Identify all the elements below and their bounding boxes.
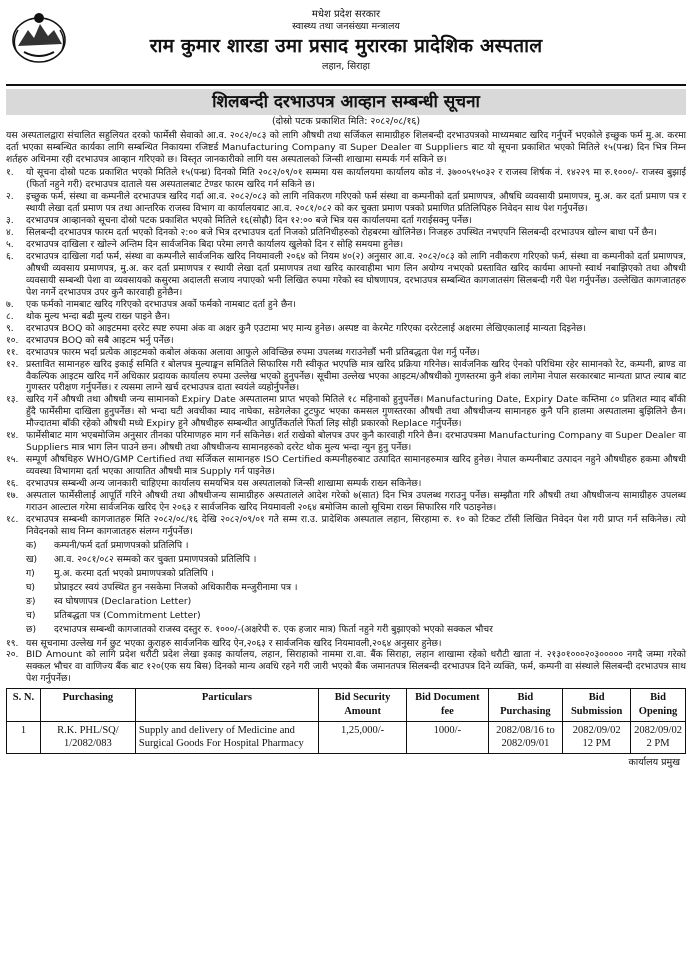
condition-number: ४. (6, 227, 14, 239)
table-cell: 1 (7, 721, 41, 753)
table-cell: Supply and delivery of Medicine and Surgical Goods For Hospital Pharmacy (135, 721, 318, 753)
bid-column-header: Bid Submission (563, 689, 631, 721)
condition-number: १७. (6, 490, 19, 502)
condition-number: १६. (6, 478, 19, 490)
document-text: मु.अ. करमा दर्ता भएको प्रमाणपत्रको प्रतिलिपि । (54, 567, 215, 579)
document-label: घ) (26, 581, 36, 593)
condition-number: १५. (6, 454, 19, 466)
document-item (26, 568, 686, 580)
condition-number: १८. (6, 513, 19, 525)
notice-intro: यस अस्पतालद्वारा संचालित सहुलियत दरको फार्मेसी सेवाको आ.व. २०८२/०८३ को लागि औषधी तथा सर्जिकल सामाग्रीहरु शिलबन्दी दरभाउपत्रको माध्यमबाट खरिद गर्नुपर्ने भएकोले इच्छुक फर्म मु.अ. करमा दर्ता भएका सम्बन्धित कार्यका लागि सम्बन्धित निकायमा रजिष्टर्ड Manufacturing Company वा Super Dealer वा Suppliers बाट यो सूचना प्रकाशित भएको मितिले १५(पन्ध्र) दिन भित्र निम्न शर्तहरु अधिनमा रही दरभाउपत्र आव्हान गरिएको छ। विस्तृत जानकारीको लागि यस अस्पतालको जिन्सी शाखामा सम्पर्क गर्न सकिने छ। (6, 130, 686, 166)
table-cell: 1000/- (407, 721, 488, 753)
condition-text: प्रस्तावित सामानहरु खरिद इकाई समिति र बोलपत्र मुल्याङ्कन समितिले सिफारिस गरी स्वीकृत भएपछि मात्र खरिद प्रक्रिया गरिनेछ। सार्वजनिक खरिद ऐनको परिधिमा रहेर सामानको रेट, कम्पनी, ब्राण्ड वा वैकल्पिक आइटम खरिद गर्ने अधिकार प्रदायक कार्यालय रुपमा उल्लेख भएको हुनुपर्नेछ। सूचीमा उल्लेख भएका आइटम/औषधीको गुणस्तरमा कुनै शंका लागेमा नेपाल सरकारबाट मान्यता प्राप्त ल्याब बाट गुणस्तर परीक्षण गर्नुपर्नेछ। र त्यसमा लाग्ने खर्च दरभाउपत्र दाता स्वयंले व्यहोर्नुपर्नेछ। (26, 358, 686, 394)
condition-item (6, 251, 686, 299)
table-row (7, 721, 686, 753)
document-label: छ) (26, 623, 37, 635)
document-item (26, 610, 686, 622)
document-item (26, 582, 686, 594)
condition-item (6, 299, 686, 311)
condition-text: दरभाउपत्र सम्बन्धी अन्य जानकारी चाहिएमा कार्यालय समयभित्र यस अस्पतालको जिन्सी शाखामा सम्पर्क राख्न सकिनेछ। (26, 478, 422, 490)
condition-text: दरभाउपत्र BOQ को आइटममा दररेट स्पष्ट रुपमा अंक वा अक्षर कुनै एउटामा भए मान्य हुनेछ। अस्पष्ट वा केरमेट गरिएका दररेटलाई अक्षरमा लेखिएकालाई मान्यता दिइनेछ। (26, 322, 586, 334)
conditions-list-tail (6, 638, 686, 686)
bid-column-header: Particulars (135, 689, 318, 721)
condition-number: १९. (6, 637, 19, 649)
condition-text: खरिद गर्ने औषधी तथा औषधी जन्य सामानको Expiry Date अस्पतालमा प्राप्त भएको मितिले १८ महिनाको हुनुपर्नेछ। Manufacturing Date, Expiry Date कम्तिमा ८० प्रतिशत म्याद बाँकी हुँदै फार्मेसीमा दाखिला हुनुपर्नेछ। सो भन्दा घटी अवधीका म्याद नाघेका, सडेगलेका टुटफुट भएका कमसल गुणस्तरका औषधी तथा औषधीजन्य सामानहरु कुनै पनि हालमा अस्पतालमा बुझिलिने छैन। मौज्दातमा बाँकी रहेको औषधी मध्ये Expiry हुने औषधीहरु सम्बन्धीत आपुर्तिकर्ताले फिर्ता लिइ सोही प्रकारको Replace गर्नुपर्नेछ। (26, 394, 686, 430)
condition-item (6, 514, 686, 538)
document-label: च) (26, 609, 36, 621)
bid-column-header: Bid Document fee (407, 689, 488, 721)
table-cell: 2082/09/02 2 PM (631, 721, 686, 753)
condition-item (6, 215, 686, 227)
header-divider (6, 84, 686, 86)
condition-number: ८. (6, 310, 14, 322)
condition-text: दरभाउपत्र आव्हानको सूचना दोस्रो पटक प्रकाशित भएको मितिले १६(सोह्रौ) दिन १२:०० बजे भित्र यस कार्यालयमा दर्ता गराईसक्नु पर्नेछ। (26, 215, 472, 227)
document-item (26, 540, 686, 552)
signature-label: कार्यालय प्रमुख (628, 756, 680, 768)
condition-item (6, 478, 686, 490)
condition-number: १२. (6, 358, 19, 370)
province-government: मधेश प्रदेश सरकार (311, 9, 381, 20)
condition-item (6, 239, 686, 251)
condition-item (6, 227, 686, 239)
condition-text: BID Amount को लागि प्रदेश धरौटी प्रदेश लेखा इकाइ कार्यालय, लहान, सिराहाको नाममा रा.वा. बैंक सिराहा, लहान शाखामा रहेको धरौटी खाता नं. २१३०१०००२०३००००० नगदै जम्मा गरेको सक्कल भौचर वा वाणिज्य बैंक बाट १२०(एक सय बिस) दिनको मान्य अवधि रहने गरी जारी भएको बैंक जमानतपत्र सिलबन्दी दरभाउपत्र दिने व्यक्ति, फर्म, कम्पनी वा संस्थाले सिलबन्दी दरभाउपत्र साथ पेश गर्नुपर्नेछ। (26, 649, 686, 685)
condition-number: ३. (6, 215, 14, 227)
document-text: स्व घोषणापत्र (Declaration Letter) (54, 595, 192, 607)
hospital-location: लहान, सिराहा (322, 61, 370, 73)
document-text: दरभाउपत्र सम्बन्धी कागजातको राजस्व दस्तुर रु. १०००/-(अक्षरेपी रु. एक हजार मात्र) फिर्ता नहुने गरी बुझाएको भएको सक्कल भौचर (54, 623, 493, 635)
document-text: आ.व. २०८१/०८२ सम्मको कर चुक्ता प्रमाणपत्रको प्रतिलिपि । (54, 553, 257, 565)
table-cell: 2082/08/16 to 2082/09/01 (488, 721, 563, 753)
condition-number: ११. (6, 346, 19, 358)
condition-item (6, 394, 686, 430)
condition-number: १. (6, 167, 14, 179)
bid-table-body (7, 721, 686, 753)
condition-item (6, 649, 686, 685)
condition-text: फार्मेसीबाट माग भएबमोजिम अनुसार तीनका परिमाणहरु माग गर्न सकिनेछ। शर्त राखेको बोलपत्र उपर कुनै कारवाही गरिने छैन। दरभाउपत्रमा Manufacturing Company वा Super Dealer वा Suppliers मात्र भाग लिन पाउने छन। औषधी तथा औषधीजन्य सामानहरुको दररेट थोक मुल्य भन्दा न्युन हुनु पर्नेछ। (26, 430, 686, 454)
condition-item (6, 191, 686, 215)
letterhead (6, 8, 686, 82)
condition-number: ७. (6, 298, 14, 310)
hospital-name: राम कुमार शारडा उमा प्रसाद मुरारका प्रादेशिक अस्पताल (149, 35, 543, 58)
bid-column-header: Bid Purchasing (488, 689, 563, 721)
document-text: प्रतिबद्धता पत्र (Commitment Letter) (54, 609, 201, 621)
condition-number: २०. (6, 649, 19, 661)
condition-item (6, 347, 686, 359)
publish-date: (दोस्रो पटक प्रकाशित मिति: २०८२/०८/१६) (271, 116, 421, 128)
condition-item (6, 454, 686, 478)
bid-column-header: Purchasing (40, 689, 135, 721)
conditions-list (6, 167, 686, 538)
document-item (26, 596, 686, 608)
table-cell: 1,25,000/- (318, 721, 406, 753)
condition-item (6, 311, 686, 323)
condition-text: इच्छुक फर्म, संस्था वा कम्पनीले दरभाउपत्र खरिद गर्दा आ.व. २०८२/०८३ को लागि नविकरण गरिएको फर्म संस्था वा कम्पनीको दर्ता प्रमाणपत्र, औषधि व्यवसायी प्रमाणपत्र, मु.अ. कर दर्ता प्रमाण पत्र र स्थायी लेखा दर्ता प्रमाण पत्र तथा आन्तरिक राजस्व विभाग वा कार्यालयबाट आ.व. २०८१/०८२ को कर चुक्ता प्रमाण पत्रको प्रमाणित प्रतिलिपिहरु निवेदन साथ पेश गर्नुपर्नेछ। (26, 191, 686, 215)
condition-text: दरभाउपत्र दाखिला र खोल्ने अन्तिम दिन सार्वजनिक बिदा परेमा लगत्तै कार्यालय खुलेको दिन र सोहि समयमा हुनेछ। (26, 239, 404, 251)
condition-text: एक फर्मको नामबाट खरिद गरिएको दरभाउपत्र अर्को फर्मको नामबाट दर्ता हुने छैन। (26, 298, 296, 310)
condition-item (6, 335, 686, 347)
document-item (26, 554, 686, 566)
bid-column-header: S. N. (7, 689, 41, 721)
condition-number: १३. (6, 394, 19, 406)
condition-number: ६. (6, 250, 14, 262)
condition-item (6, 638, 686, 650)
document-label: ख) (26, 553, 38, 565)
document-item (26, 624, 686, 636)
condition-text: दरभाउपत्र दाखिला गर्दा फर्म, संस्था वा कम्पनीले सार्वजनिक खरिद नियमावली २०६४ को नियम ४०(२) अनुसार आ.व. २०८२/०८३ को लागि नवीकरण गरिएको फर्म, संस्था वा कम्पनीको दर्ता प्रमाणपत्र, औषधी व्यवसाय प्रमाणपत्र, मु.अ. कर दर्ता प्रमाणपत्र र स्थायी लेखा दर्ता प्रमाणपत्र तथा खरिद कारवाहीमा भाग लिन अयोग्य नभएको प्रस्तावित खरिद कार्यमा आफ्नो स्वार्थ नबाझिएको तथा औषधी व्यवसायी सम्बन्धी पेशा वा व्यवसायको कसुरमा अदालती सजाय नपाएको भनी लिखित रुपमा गरेको स्व घोषणापत्र, दरभाउपत्र सम्बन्धित कागजातसंग सिलबन्दी गरी पेश गर्नुपर्नेछ। उल्लेखित कागजातहरु पेश नगर्ने दरभाउपत्र उपर कुनै कारवाही हुनेछैन। (26, 250, 686, 298)
condition-item (6, 323, 686, 335)
document-text: कम्पनी/फर्म दर्ता प्रमाणपत्रको प्रतिलिपि । (54, 539, 189, 551)
nepal-emblem-icon (10, 10, 68, 64)
condition-item (6, 359, 686, 395)
condition-text: सिलबन्दी दरभाउपत्र फारम दर्ता भएको दिनको २:०० बजे भित्र दरभाउपत्र दर्ता निजको प्रतिनिधीहरुको रोहबरमा खोलिनेछ। निजहरु उपस्थित नभएपनि सिलबन्दी दरभाउपत्र खोल्न बाधा पर्ने छैन। (26, 227, 657, 239)
bid-column-header: Bid Opening (631, 689, 686, 721)
ministry-name: स्वास्थ्य तथा जनसंख्या मन्त्रालय (292, 21, 400, 32)
condition-number: ९. (6, 322, 14, 334)
condition-number: १४. (6, 430, 19, 442)
required-documents-list (6, 540, 686, 636)
condition-number: ५. (6, 239, 14, 251)
condition-number: १०. (6, 334, 19, 346)
condition-text: दरभाउपत्र सम्बन्धी कागजातहरु मिति २०८२/०८/१६ देखि २०८२/०९/०१ गते सम्म रा.उ. प्रादेशिक अस्पताल लहान, सिरहामा रु. १० को टिकट टाँसी लिखित निवेदन पेश गरी प्राप्त गर्न सकिनेछ। त्यो निवेदनको साथ निम्न कागजातहरु संलग्न गर्नुपर्नेछ। (26, 513, 686, 537)
condition-text: दरभाउपत्र फारम भर्दा प्रत्येक आइटमको कबोल अंकका अलावा आफुले अविच्छिन्न रुपमा उपलब्ध गराउनेछौं भनी प्रतिबद्धता पेश गर्नु पर्नेछ। (26, 346, 480, 358)
condition-text: दरभाउपत्र BOQ को सबै आइटम भर्नु पर्नेछ। (26, 334, 174, 346)
condition-text: अस्पताल फार्मेसीलाई आपूर्ति गरिने औषधी तथा औषधीजन्य सामाग्रीहरु अस्पतालले आदेश गरेको ७(सात) दिन भित्र उपलब्ध गराउनु पर्नेछ। सम्झौता गरि औषधी तथा औषधीजन्य सामाग्रीहरु उपलब्ध गराउन आल्टाल गरेमा सार्वजनिक खरिद ऐन २०६३ र सार्वजनिक खरिद नियमावली २०६४ बमोजिम कालो सूचिमा राख्न सिफारिस गरि पठाइनेछ। (26, 490, 686, 513)
bid-table (6, 688, 686, 754)
document-label: ग) (26, 567, 35, 579)
condition-number: २. (6, 191, 14, 203)
document-label: क) (26, 539, 37, 551)
condition-item (6, 430, 686, 454)
condition-text: यो सूचना दोस्रो पटक प्रकाशित भएको मितिले १५(पन्ध्र) दिनको मिति २०८२/०९/०१ सम्ममा यस कार्यालयमा कार्यालय कोड नं. ३७००५१५०३२ र राजस्व शिर्षक नं. १४२२९ मा रु.१०००/- राजस्व बुझाई (फिर्ता नहुने गरी) दरभाउपत्र दाताले यस अस्पतालबाट टेण्डर फारम खरिद गर्न सकिने छ। (26, 167, 686, 191)
document-text: प्रोप्राइटर स्वयं उपस्थित हुन नसकेमा निजको अधिकारीक मन्जुरीनामा पत्र । (54, 581, 298, 593)
notice-title: शिलबन्दी दरभाउपत्र आव्हान सम्बन्धी सूचना (6, 89, 686, 115)
bid-table-header (7, 689, 686, 721)
condition-item (6, 490, 686, 514)
condition-text: थोक मुल्य भन्दा बढी मुल्य राख्न पाइने छैन। (26, 310, 171, 322)
table-cell: R.K. PHL/SQ/ 1/2082/083 (40, 721, 135, 753)
condition-item (6, 167, 686, 191)
bid-column-header: Bid Security Amount (318, 689, 406, 721)
condition-text: यस सूचनामा उल्लेख गर्न छुट भएका कुराहरु सार्वजनिक खरिद ऐन,२०६३ र सार्वजनिक खरिद नियमावली,२०६४ अनुसार हुनेछ। (26, 637, 442, 649)
table-cell: 2082/09/02 12 PM (563, 721, 631, 753)
document-label: ङ) (26, 595, 36, 607)
condition-text: सम्पूर्ण औषधिहरु WHO/GMP Certified तथा सर्जिकल सामानहरु ISO Certified कम्पनीहरुबाट उत्पादित सामानहरुमात्र खरिद हुनेछ। नेपाल कम्पनीबाट उत्पादन नहुने औषधीहरु हकमा औषधी व्यवस्था विभागमा दर्ता भएका आयातित औषधी मात्र Supply गर्न पाइनेछ। (26, 454, 686, 478)
